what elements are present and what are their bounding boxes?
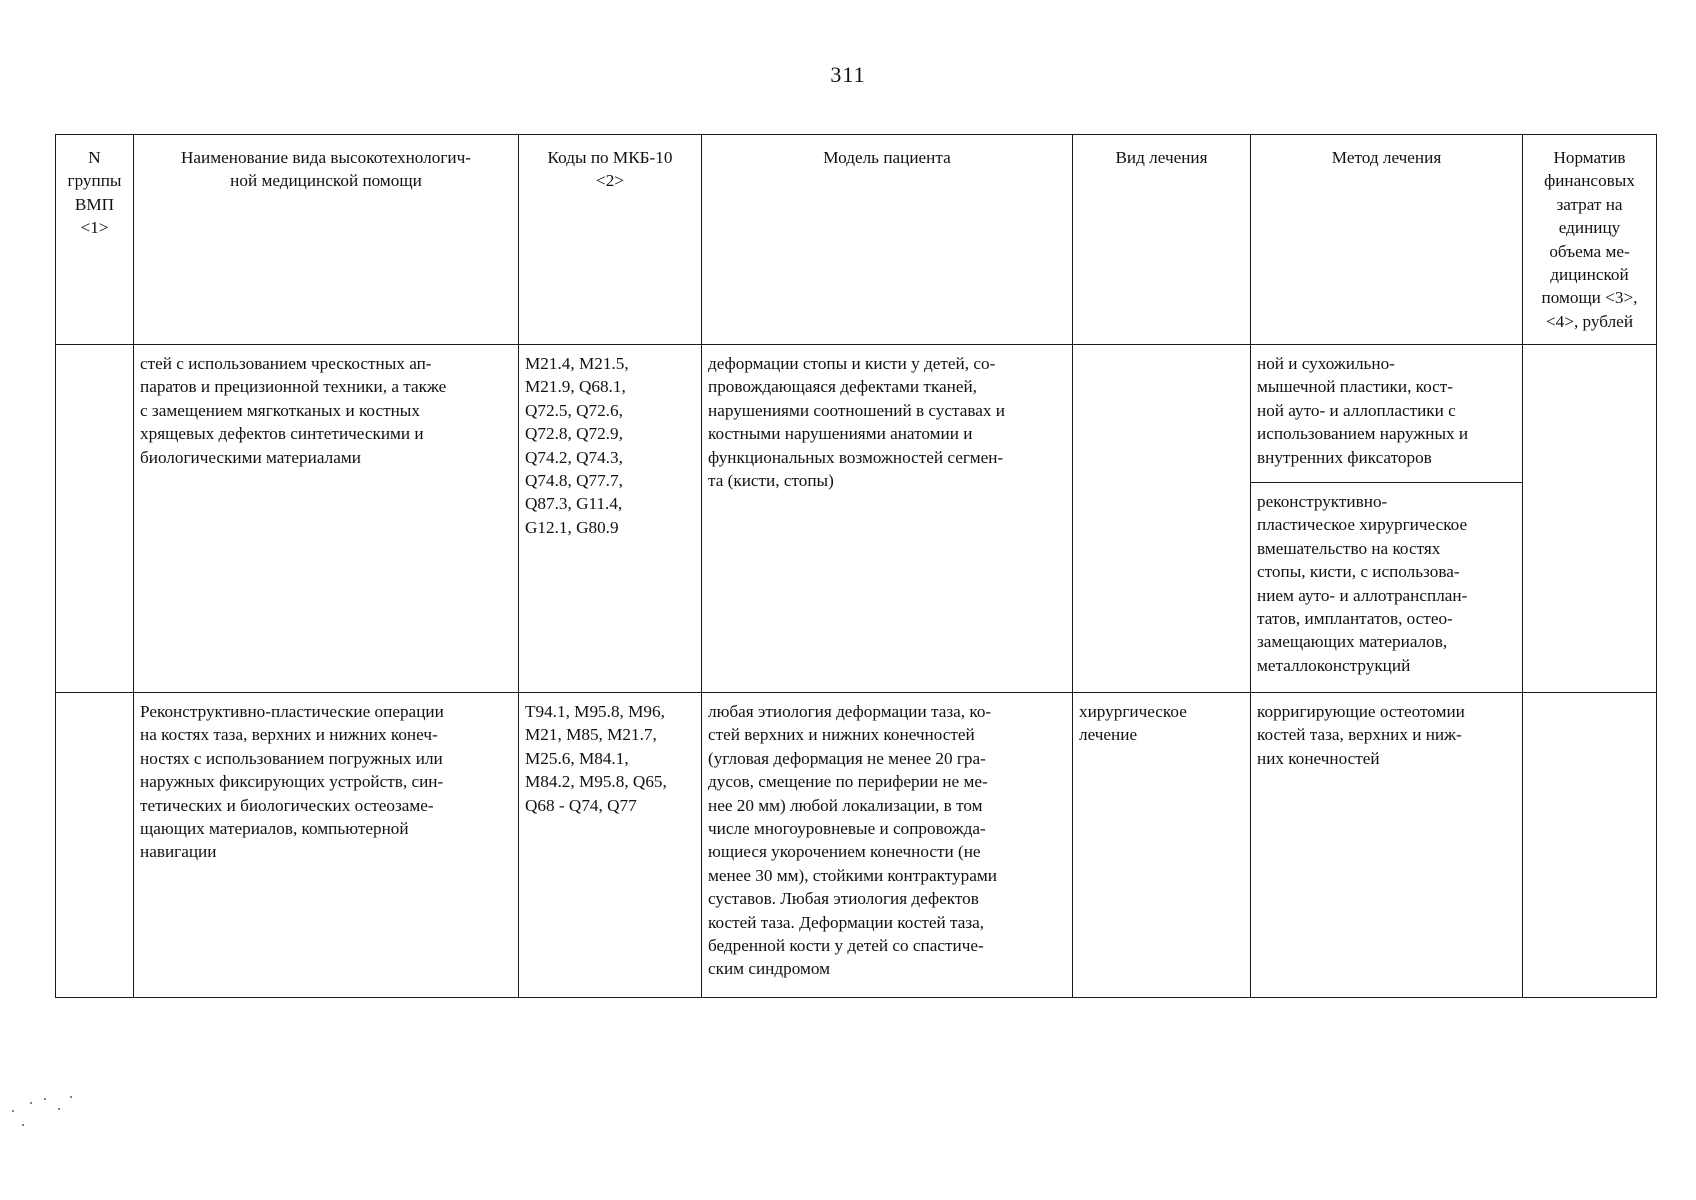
table-row — [56, 693, 1657, 998]
header-treatment-method: Метод лечения — [1251, 135, 1523, 345]
scan-speck — [58, 1108, 60, 1110]
table-row — [56, 345, 1657, 483]
cell-patient-model: деформации стопы и кисти у детей, со- провождающаяся дефектами тканей, нарушениями соотношений в суставах и костными нарушениями анатомии и функциональных возможностей сегмен- та (кисти, стопы) — [702, 345, 1073, 693]
cell-icd-codes: M21.4, M21.5, M21.9, Q68.1, Q72.5, Q72.6, Q72.8, Q72.9, Q74.2, Q74.3, Q74.8, Q77.7, Q87.3, G11.4, G12.1, G80.9 — [519, 345, 702, 693]
header-treatment-type: Вид лечения — [1073, 135, 1251, 345]
cell-cost-norm — [1523, 345, 1657, 693]
scan-speck — [44, 1098, 46, 1100]
vmp-table — [55, 134, 1657, 998]
cell-cost-norm — [1523, 693, 1657, 998]
table-header-row — [56, 135, 1657, 345]
cell-group-number — [56, 345, 134, 693]
cell-patient-model: любая этиология деформации таза, ко- стей верхних и нижних конечностей (угловая деформация не менее 20 гра- дусов, смещение по периферии не ме- нее 20 мм) любой локализации, в том числе многоуровневые и сопровожда- ющиеся укорочением конечности (не менее 30 мм), стойкими контрактурами суставов. Любая этиология дефектов костей таза. Деформации костей таза, бедренной кости у детей со спастиче- ским синдромом — [702, 693, 1073, 998]
cell-care-name: Реконструктивно-пластические операции на костях таза, верхних и нижних конеч- ностях с использованием погружных или наружных фиксирующих устройств, син- тетических и биологических остеозаме- щающих материалов, компьютерной навигации — [134, 693, 519, 998]
cell-icd-codes: T94.1, M95.8, M96, M21, M85, M21.7, M25.6, M84.1, M84.2, M95.8, Q65, Q68 - Q74, Q77 — [519, 693, 702, 998]
header-icd-codes: Коды по МКБ-10 <2> — [519, 135, 702, 345]
header-cost-norm: Норматив финансовых затрат на единицу объема ме- дицинской помощи <3>, <4>, рублей — [1523, 135, 1657, 345]
header-group-number: N группы ВМП <1> — [56, 135, 134, 345]
header-care-name: Наименование вида высокотехнологич- ной медицинской помощи — [134, 135, 519, 345]
scan-speck — [30, 1102, 32, 1104]
cell-treatment-type: хирургическое лечение — [1073, 693, 1251, 998]
scan-speck — [12, 1110, 14, 1112]
page-number: 311 — [830, 62, 866, 87]
scan-speck — [22, 1124, 24, 1126]
cell-treatment-method: корригирующие остеотомии костей таза, верхних и ниж- них конечностей — [1251, 693, 1523, 998]
scan-speck — [70, 1096, 72, 1098]
cell-group-number — [56, 693, 134, 998]
header-patient-model: Модель пациента — [702, 135, 1073, 345]
cell-treatment-method: реконструктивно- пластическое хирургическое вмешательство на костях стопы, кисти, с использова- нием ауто- и аллотрансплан- татов, имплантатов, остео- замещающих материалов, металлоконструкций — [1251, 483, 1523, 693]
cell-care-name: стей с использованием чрескостных ап- паратов и прецизионной техники, а также с замещением мягкотканых и костных хрящевых дефектов синтетическими и биологическими материалами — [134, 345, 519, 693]
cell-treatment-method: ной и сухожильно- мышечной пластики, кост- ной ауто- и аллопластики с использованием наружных и внутренних фиксаторов — [1251, 345, 1523, 483]
cell-treatment-type — [1073, 345, 1251, 693]
